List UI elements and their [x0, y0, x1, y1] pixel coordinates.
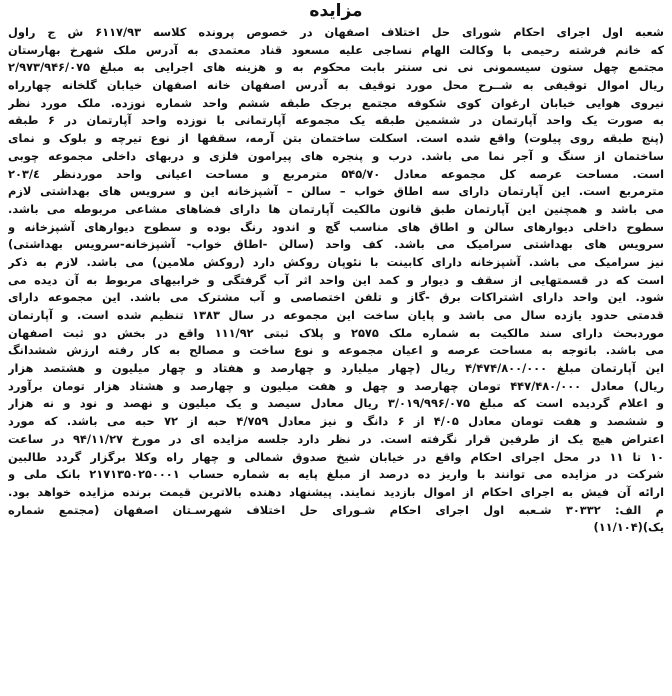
notice-line: موردبحث دارای سند مالکیت به شماره ملک ۲۵۷۵ و پلاک ثبتی ۱۱۱/۹۲ واقع در بخش دو ثبت اصفهان: [8, 325, 664, 340]
notice-line: قدمتی حدود یازده سال می باشد و پایان ساخت این مجموعه در سال ۱۳۸۳ تنظیم شده است. و آپارتمان: [8, 308, 664, 322]
notice-body: [4, 24, 668, 537]
notice-line: شعبه اول اجرای احکام شورای حل اختلاف اصفهان در خصوص پرونده کلاسه ۶۱۱۷/۹۳ ش ج راول: [8, 25, 664, 39]
notice-line: ساختمان از سنگ و آجر نما می باشد. درب و پنجره های پیرامون فلزی و دربهای داخلی مجموعه چوبی: [8, 148, 664, 163]
notice-line: به صورت یک واحد آپارتمان در ششمین طبقه یک مجموعه آپارتمانی با نوزده واحد آپارتمان در ۶ طبقه: [8, 113, 664, 128]
notice-line: ریال) معادل ۴۴۷/۴۸۰/۰۰۰ تومان چهارصد و چهل و هفت میلیون و چهارصد و هشتاد هزار تومان برآورد: [8, 378, 664, 393]
notice-line: یک)(۱۱/۱۰۴): [593, 520, 664, 535]
notice-line: (پنج طبقه روی پیلوت) واقع شده است. اسکلت ساختمان بتن آرمه، سقفها از نوع تیرچه و بلوک و نمای: [8, 131, 664, 146]
notice-line: می باشد. باتوجه به مساحت عرصه و اعیان مجموعه و نوع ساخت و مصالح به کار رفته ارزش ششدانگ: [8, 343, 664, 358]
notice-line: م الف: ۳۰۳۳۲ شـعبه اول اجرای احکام شـورای حل اختلاف شهرسـتان اصفهان (مجتمع شماره: [8, 502, 664, 517]
notice-line: ارائه آن فیش به اجرای احکام از اموال بازدید نمایند. پیشنهاد دهنده بالاترین قیمت برنده مزایده خواهد بود.: [8, 484, 664, 499]
notice-line: شود. این واحد دارای اشتراکات برق -گاز و تلفن اختصاصی و آب مشترک می باشد. این مجموعه دارای: [8, 290, 664, 305]
notice-line: این آپارتمان مبلغ ۴/۴۷۴/۸۰۰/۰۰۰ ریال (چهار میلیارد و چهارصد و هفتاد و چهار میلیون و هشتصد هزار: [8, 361, 664, 376]
notice-line: و اعلام گردیده است که مبلغ ۳/۰۱۹/۹۹۶/۰۷۵ ریال معادل سیصد و یک میلیون و نهصد و نود و نه هزار: [8, 396, 664, 411]
notice-line: سرویس های بهداشتی سرامیک می باشد. کف واحد (سالن -اطاق خواب- آشپزخانه-سرویس بهداشتی): [8, 237, 664, 252]
notice-line: نیروی هوایی خیابان ارغوان کوی شکوفه مجتمع برجک طبقه ششم واحد شماره نوزده. ملک مورد نظر: [8, 95, 664, 110]
notice-line: که خانم فرشته رحیمی با وکالت الهام نساجی علیه مسعود قناد معتمدی به آدرس ملک شهرخ بهارستان: [8, 42, 664, 57]
notice-line: می باشد و همچنین این آپارتمان طبق قانون مالکیت آپارتمان ها دارای فضاهای مشاعی مربوطه می باشد.: [8, 201, 664, 216]
notice-title: مزایده: [309, 1, 363, 21]
notice-line: است. مساحت عرصه کل مجموعه معادل ۵۴۵/۷۰ مترمربع و مساحت اعیانی واحد موردنظر ۲۰۳/٤: [8, 166, 664, 181]
notice-line: و ششصد و هفت تومان معادل ۴/۰۵ از ۶ دانگ و نیز معادل ۴/۷۵۹ حبه از ۷۲ حبه می باشد. که مورد: [8, 414, 664, 429]
notice-line: اعتراض هیچ یک از طرفین قرار نگرفته است. در نظر دارد جلسه مزایده ای در مورخ ۹۴/۱۱/۲۷ در ساعت: [8, 431, 664, 446]
notice-line: مجتمع چهل ستون سیسمونی نی نی سنتر بابت محکوم به و هزینه های اجرایی به مبلغ ۲/۹۷۳/۹۴۶/۰۷۵: [8, 60, 664, 75]
notice-line: ریال اموال توقیفی به شــرح محل مورد توقیف به آدرس اصفهان خانه اصفهان خیابان گلخانه چهارراه: [8, 78, 664, 93]
notice-line: نیز سرامیک می باشد. آشپزخانه دارای کابینت با نئوپان روکش دارد (روکش ملامین) می باشد. لازم به ذکر: [8, 254, 664, 269]
notice-line: شرکت در مزایده می توانند با واریز ده درصد از مبلغ پایه به شماره حساب ۲۱۷۱۳۵۰۲۵۰۰۰۱ بانک ملی و: [8, 467, 664, 482]
notice-line: ۱۰ تا ۱۱ در محل اجرای احکام واقع در خیابان شیخ صدوق شمالی و چهار راه وکلا برگزار گردد طالبین: [8, 449, 664, 464]
notice-line: سطوح داخلی دیوارهای سالن و اطاق های مناسب گچ و اندود رنگ بوده و سطوح دیوارهای آشپزخانه و: [8, 219, 664, 234]
notice-line: مترمربع است. این آپارتمان دارای سه اطاق خواب – سالن – آشپزخانه این و سرویس های بهداشتی لازم: [8, 184, 664, 199]
notice-line: است که در قسمتهایی از سقف و دیوار و کمد این واحد اثر آب گرفتگی و خرابیهای مربوط به آن دیده می: [8, 272, 664, 287]
auction-notice: [4, 0, 668, 696]
